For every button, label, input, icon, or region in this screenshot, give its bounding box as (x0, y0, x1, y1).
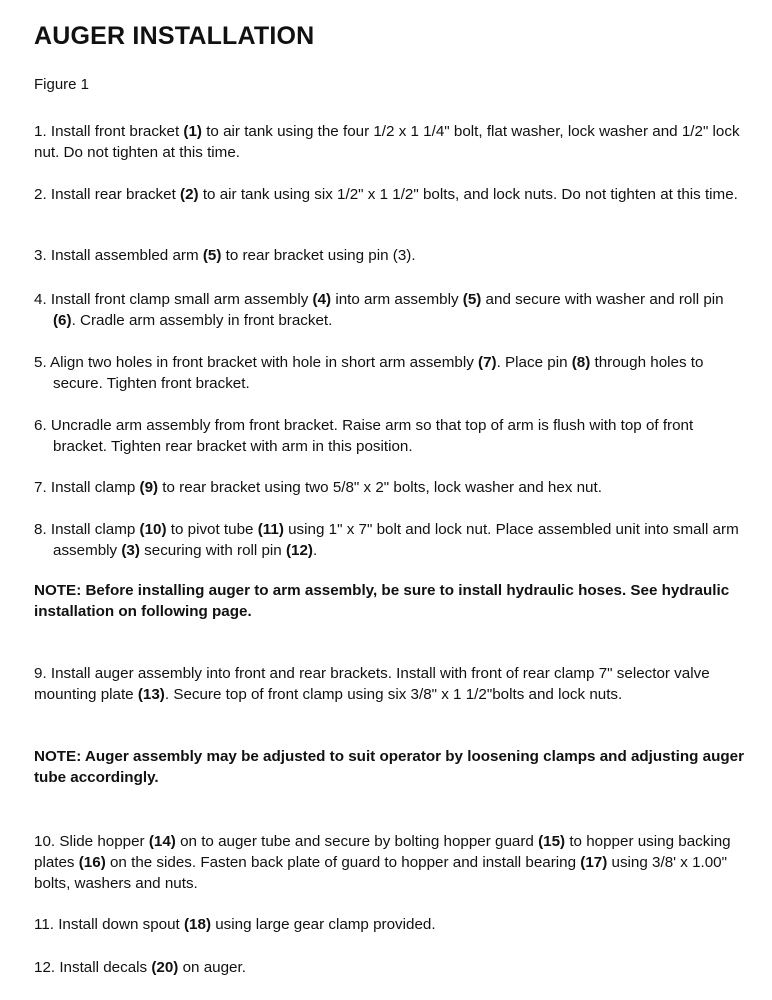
step-text: on auger. (178, 959, 246, 976)
step-text: 12. Install decals (34, 959, 152, 976)
part-ref: (6) (53, 312, 72, 329)
step-7 (34, 477, 746, 498)
part-ref: (10) (139, 521, 167, 538)
step-text: using 1" x 7" bolt and lock nut. Place assembled unit into small arm assembly (53, 521, 739, 559)
step-text: 11. Install down spout (34, 916, 184, 933)
step-5 (34, 352, 746, 394)
step-text: 3. Install assembled arm (34, 247, 203, 264)
part-ref: (5) (202, 247, 222, 264)
part-ref: (9) (139, 479, 159, 496)
step-text: 4. Install front clamp small arm assembly (34, 291, 313, 308)
step-text: . Secure top of front clamp using six 3/8" x 1 1/2"bolts and lock nuts. (164, 686, 623, 703)
part-ref: (8) (571, 354, 591, 371)
step-6 (34, 415, 746, 457)
step-text: 8. Install clamp (34, 521, 140, 538)
part-ref: (13) (137, 686, 165, 703)
part-ref: (20) (151, 959, 179, 976)
step-text: to rear bracket using two 5/8" x 2" bolts, lock washer and hex nut. (158, 479, 602, 496)
note-hydraulic: NOTE: Before installing auger to arm assembly, be sure to install hydraulic hoses. See hydraulic installation on following page. (34, 582, 730, 620)
part-ref: (15) (538, 833, 566, 850)
part-ref: (18) (184, 916, 212, 933)
step-text: and secure with washer and roll pin (481, 291, 724, 308)
part-ref: (3) (121, 542, 140, 559)
step-12 (34, 957, 746, 978)
page-title: AUGER INSTALLATION (34, 22, 315, 50)
step-text: using 3/8' x 1.00" bolts, washers and nuts. (34, 854, 728, 892)
step-text: through holes to secure. Tighten front bracket. (53, 354, 704, 392)
step-text: 6. Uncradle arm assembly from front bracket. Raise arm so that top of arm is flush with top of front bracket. Tighten rear bracket with arm in this position. (34, 417, 694, 455)
step-2 (34, 184, 746, 205)
part-ref: (4) (312, 291, 332, 308)
step-text: 2. Install rear bracket (34, 186, 181, 203)
part-ref: (14) (148, 833, 176, 850)
step-text: to hopper using backing plates (34, 833, 731, 871)
step-8 (34, 519, 746, 561)
step-text: 10. Slide hopper (34, 833, 149, 850)
part-ref: (16) (78, 854, 106, 871)
figure-label: Figure 1 (34, 76, 90, 93)
step-text: 5. Align two holes in front bracket with hole in short arm assembly (34, 354, 479, 371)
step-text: into arm assembly (331, 291, 463, 308)
step-text: using large gear clamp provided. (211, 916, 436, 933)
part-ref: (2) (180, 186, 199, 203)
step-10 (34, 831, 746, 894)
part-ref: (5) (462, 291, 482, 308)
step-text: to air tank using the four 1/2 x 1 1/4" bolt, flat washer, lock washer and 1/2" lock nut. Do not tighten at this time. (34, 123, 740, 161)
part-ref: (17) (580, 854, 608, 871)
step-text: 7. Install clamp (34, 479, 140, 496)
part-ref: (7) (478, 354, 497, 371)
step-text: to air tank using six 1/2" x 1 1/2" bolts, and lock nuts. Do not tighten at this time. (198, 186, 738, 203)
step-text: to pivot tube (166, 521, 258, 538)
step-text: 9. Install auger assembly into front and rear brackets. Install with front of rear clamp 7" selector valve mounting plate (34, 665, 710, 703)
step-4 (34, 289, 746, 331)
part-ref: (1) (183, 123, 202, 140)
step-11 (34, 914, 746, 935)
step-text: . (313, 542, 318, 559)
step-text: on to auger tube and secure by bolting hopper guard (175, 833, 539, 850)
step-text: to rear bracket using pin (3). (221, 247, 416, 264)
step-text: on the sides. Fasten back plate of guard to hopper and install bearing (105, 854, 581, 871)
part-ref: (11) (257, 521, 284, 538)
step-3 (34, 245, 746, 266)
step-text: securing with roll pin (139, 542, 286, 559)
step-text: . Cradle arm assembly in front bracket. (71, 312, 333, 329)
step-text: 1. Install front bracket (34, 123, 184, 140)
step-9 (34, 663, 746, 705)
part-ref: (12) (285, 542, 313, 559)
step-text: . Place pin (496, 354, 572, 371)
note-adjust: NOTE: Auger assembly may be adjusted to suit operator by loosening clamps and adjusting auger tube accordingly. (34, 748, 745, 786)
step-1 (34, 121, 746, 163)
